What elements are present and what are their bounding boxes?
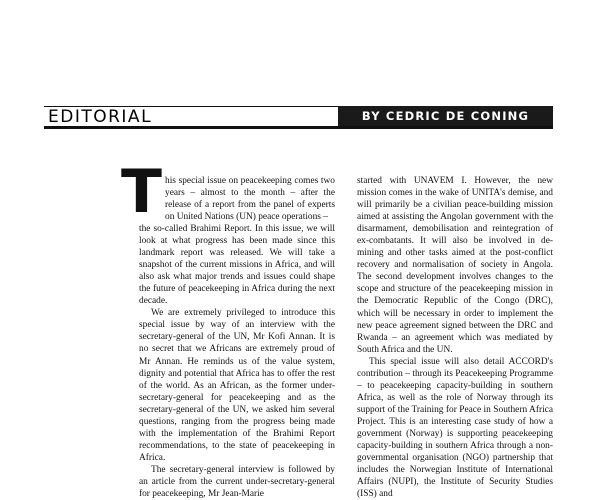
paragraph-3: The secretary-general interview is followed by an article from the current under-secretary-general for peacekeeping, Mr Jean-Marie bbox=[139, 464, 335, 500]
left-column bbox=[139, 223, 335, 500]
author-byline: BY CEDRIC DE CONING bbox=[361, 109, 530, 123]
intro-paragraph-start: his special issue on peacekeeping comes two years – almost to the month – after the release of a report from the panel of experts on United Nations (UN) peace operations – bbox=[165, 176, 335, 223]
drop-cap: T bbox=[121, 157, 162, 227]
byline-box bbox=[338, 106, 553, 126]
paragraph-4: started with UNAVEM I. However, the new mission comes in the wake of UNITA's demise, and will primarily be a civilian peace-building mission aimed at assisting the Angolan government with the disarmament, demobilisation and reintegration of ex-combatants. It will also be involved in de-mining and other tasks aimed at the post-conflict recovery and normalisation of society in Angola. The second development involves changes to the scope and structure of the peacekeeping mission in the Democratic Republic of the Congo (DRC), which will be necessary in order to implement the new peace agreement signed between the DRC and Rwanda – an agreement which was mediated by South Africa and the UN. bbox=[357, 176, 553, 355]
section-title-box bbox=[44, 106, 338, 126]
paragraph-5: This special issue will also detail ACCORD's contribution – through its Peacekeeping Programme – to peacekeeping capacity-building in southern Africa, as well as the role of Norway through its support of the Training for Peace in Southern Africa Project. This is an interesting case study of how a government (Norway) is supporting peacekeeping capacity-building in southern Africa through a non-governmental organisation (NGO) partnership that includes the Norwegian Institute of International Affairs (NUPI), the Institute of Security Studies (ISS) and bbox=[357, 356, 553, 500]
intro-lines bbox=[165, 175, 335, 223]
paragraph-2: We are extremely privileged to introduce this special issue by way of an interview with the secretary-general of the UN, Mr Kofi Annan. It is no secret that we Africans are extremely proud of Mr Annan. He reminds us of the value system, dignity and potential that Africa has to offer the rest of the world. As an African, as the former under-secretary-general for peacekeeping and as the secretary-general of the UN, we asked him several questions, ranging from the progress being made with the implementation of the Brahimi Report recommendations, to the state of peacekeeping in Africa. bbox=[139, 308, 335, 463]
right-column bbox=[357, 175, 553, 500]
section-header bbox=[44, 106, 553, 129]
section-title: EDITORIAL bbox=[48, 106, 153, 127]
paragraph-1-continued: the so-called Brahimi Report. In this issue, we will look at what progress has been made since this landmark report was released. We will take a snapshot of the current missions in Africa, and will also ask what major trends and issues could shape the future of peacekeeping in Africa during the next decade. bbox=[139, 224, 335, 307]
